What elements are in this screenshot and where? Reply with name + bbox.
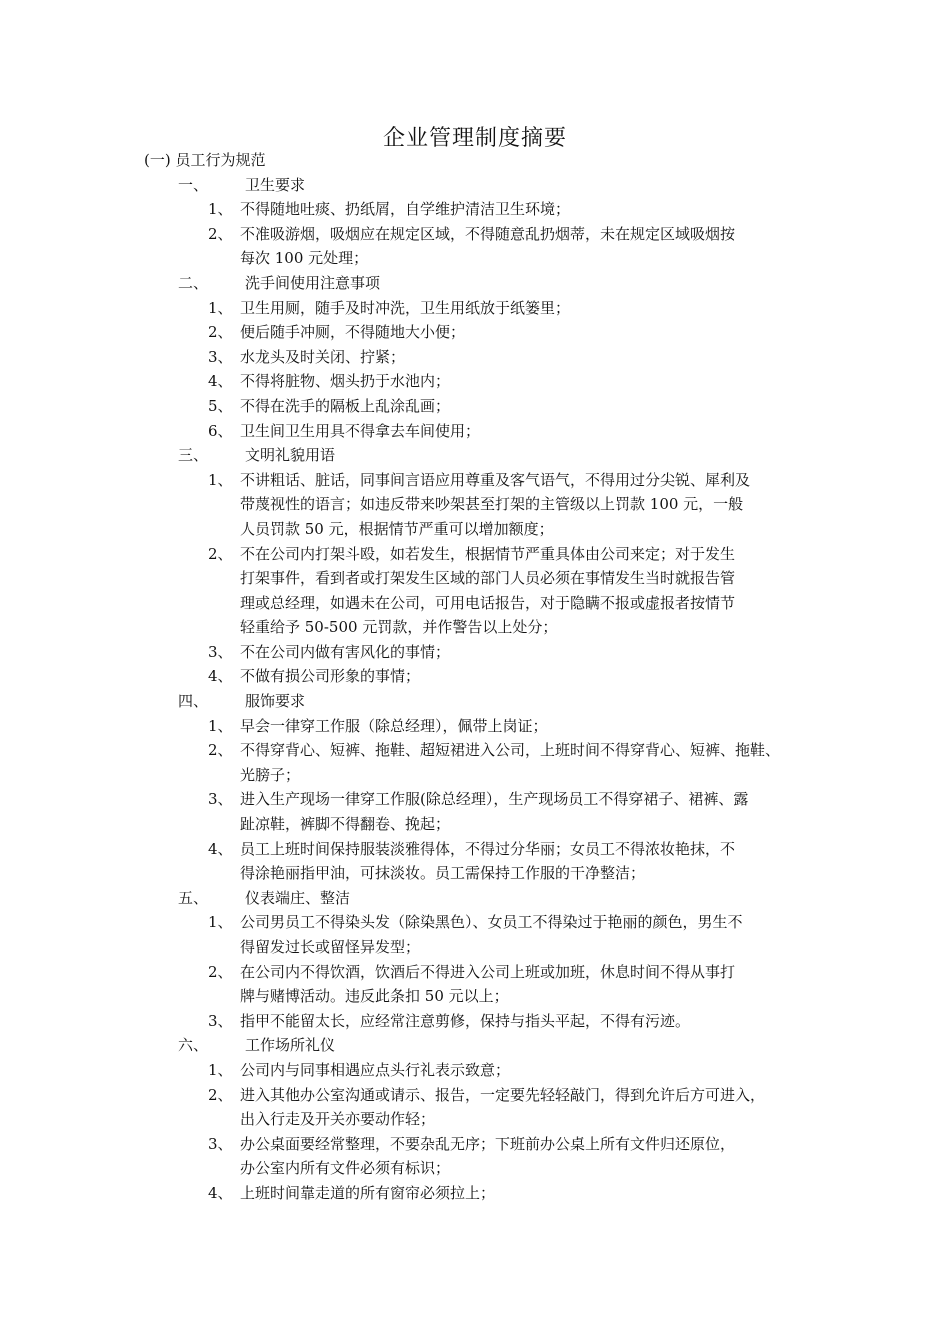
section-heading: [0, 173, 950, 198]
section-heading: [0, 1033, 950, 1058]
document-title: 企业管理制度摘要: [382, 126, 567, 151]
list-item: [0, 738, 950, 787]
item-number: 6、: [208, 421, 233, 440]
item-text: [240, 419, 814, 444]
item-text-line: 不在公司内做有害风化的事情；: [240, 642, 451, 661]
list-item: [0, 468, 950, 542]
item-text-line: 不做有损公司形象的事情；: [240, 667, 421, 686]
item-number: 3、: [208, 1011, 233, 1030]
item-text-line: 每次 100 元处理；: [240, 249, 369, 268]
item-text-line: 光膀子；: [240, 765, 301, 784]
item-text-line: 出入行走及开关亦要动作轻；: [240, 1110, 436, 1129]
list-item: [0, 787, 950, 836]
section-number: 二、: [178, 273, 209, 292]
item-text: [240, 197, 814, 222]
item-text: [240, 910, 814, 959]
item-number: 1、: [208, 1060, 233, 1079]
item-text: [240, 1083, 814, 1132]
item-text-line: 办公室内所有文件必须有标识；: [240, 1159, 451, 1178]
list-item: [0, 1181, 950, 1206]
list-item: [0, 542, 950, 640]
item-number: 1、: [208, 470, 233, 489]
item-text: [240, 296, 814, 321]
list-item: [0, 345, 950, 370]
list-item: [0, 1132, 950, 1181]
item-number: 3、: [208, 642, 233, 661]
section-heading: [0, 886, 950, 911]
item-text-line: 在公司内不得饮酒，饮酒后不得进入公司上班或加班，休息时间不得从事打: [240, 962, 736, 981]
item-text-line: 公司内与同事相遇应点头行礼表示致意；: [240, 1060, 511, 1079]
list-item: [0, 837, 950, 886]
item-number: 5、: [208, 396, 233, 415]
item-text-line: 不得在洗手的隔板上乱涂乱画；: [240, 396, 451, 415]
item-text-line: 不得将脏物、烟头扔于水池内；: [240, 372, 451, 391]
item-text: [240, 468, 814, 542]
item-text-line: 带蔑视性的语言；如违反带来吵架甚至打架的主管级以上罚款 100 元，一般: [240, 495, 744, 514]
item-text-line: 早会一律穿工作服（除总经理），佩带上岗证；: [240, 716, 548, 735]
item-number: 1、: [208, 913, 233, 932]
item-text-line: 水龙头及时关闭、拧紧；: [240, 347, 406, 366]
item-number: 4、: [208, 667, 233, 686]
item-text: [240, 1009, 814, 1034]
item-number: 1、: [208, 716, 233, 735]
item-text-line: 轻重给予 50-500 元罚款，并作警告以上处分；: [240, 618, 558, 637]
item-number: 2、: [208, 1085, 233, 1104]
list-item: [0, 664, 950, 689]
list-item: [0, 960, 950, 1009]
item-text-line: 办公桌面要经常整理，不要杂乱无序；下班前办公桌上所有文件归还原位，: [240, 1134, 736, 1153]
item-text: [240, 664, 814, 689]
item-text-line: 便后随手冲厕，不得随地大小便；: [240, 323, 466, 342]
section-number: 一、: [178, 175, 209, 194]
item-number: 4、: [208, 839, 233, 858]
item-number: 1、: [208, 298, 233, 317]
item-text: [240, 1181, 814, 1206]
item-text-line: 牌与赌博活动。违反此条扣 50 元以上；: [240, 987, 509, 1006]
item-number: 2、: [208, 544, 233, 563]
item-number: 4、: [208, 372, 233, 391]
list-item: [0, 394, 950, 419]
section-number: 四、: [178, 692, 209, 711]
item-text: [240, 714, 814, 739]
item-text-line: 得涂艳丽指甲油，可抹淡妆。员工需保持工作服的干净整洁；: [240, 864, 646, 883]
section-title: 洗手间使用注意事项: [245, 273, 381, 292]
list-item: [0, 640, 950, 665]
item-text-line: 得留发过长或留怪异发型；: [240, 938, 421, 956]
list-item: [0, 714, 950, 739]
item-text-line: 进入其他办公室沟通或请示、报告，一定要先轻轻敲门，得到允许后方可进入，: [240, 1085, 766, 1104]
item-text-line: 卫生用厕，随手及时冲洗，卫生用纸放于纸篓里；: [240, 298, 571, 317]
item-text: [240, 738, 814, 787]
item-text-line: 指甲不能留太长，应经常注意剪修，保持与指头平起，不得有污迹。: [240, 1011, 691, 1030]
section-number: 五、: [178, 888, 209, 907]
item-text-line: 不得穿背心、短裤、拖鞋、超短裙进入公司，上班时间不得穿背心、短裤、拖鞋、: [240, 741, 781, 760]
item-number: 3、: [208, 1134, 233, 1153]
item-text: [240, 320, 814, 345]
item-text: [240, 345, 814, 370]
item-text: [240, 369, 814, 394]
item-number: 2、: [208, 741, 233, 760]
item-number: 2、: [208, 962, 233, 981]
item-number: 2、: [208, 323, 233, 342]
section-title: 文明礼貌用语: [245, 446, 336, 465]
list-item: [0, 910, 950, 959]
item-number: 4、: [208, 1183, 233, 1202]
document-body: [0, 148, 950, 1206]
list-item: [0, 369, 950, 394]
section-heading: [0, 443, 950, 468]
section-heading: [0, 689, 950, 714]
list-item: [0, 1058, 950, 1083]
item-text: [240, 640, 814, 665]
list-item: [0, 419, 950, 444]
item-text: [240, 222, 814, 271]
item-text: [240, 1058, 814, 1083]
item-text: [240, 837, 814, 886]
item-text-line: 进入生产现场一律穿工作服(除总经理），生产现场员工不得穿裙子、裙裤、露: [240, 790, 749, 809]
section-heading: [0, 271, 950, 296]
list-item: [0, 222, 950, 271]
section-number: 六、: [178, 1036, 209, 1055]
section-number: 三、: [178, 446, 209, 465]
item-text-line: 员工上班时间保持服装淡雅得体，不得过分华丽；女员工不得浓妆艳抹，不: [240, 839, 736, 858]
item-text-line: 打架事件，看到者或打架发生区域的部门人员必须在事情发生当时就报告管: [240, 569, 736, 588]
item-number: 3、: [208, 790, 233, 809]
section-title: 服饰要求: [245, 692, 306, 711]
item-text: [240, 542, 814, 640]
item-text: [240, 787, 814, 836]
list-item: [0, 197, 950, 222]
item-text-line: 不在公司内打架斗殴，如若发生，根据情节严重具体由公司来定；对于发生: [240, 544, 736, 563]
list-item: [0, 296, 950, 321]
item-text-line: 公司男员工不得染头发（除染黑色）、女员工不得染过于艳丽的颜色，男生不: [240, 913, 743, 932]
item-text-line: 趾凉鞋，裤脚不得翻卷、挽起；: [240, 815, 451, 834]
list-item: [0, 1083, 950, 1132]
part-heading: (一) 员工行为规范: [144, 151, 266, 169]
item-text-line: 不准吸游烟，吸烟应在规定区域，不得随意乱扔烟蒂，未在规定区域吸烟按: [240, 224, 736, 243]
item-text: [240, 394, 814, 419]
item-text-line: 上班时间靠走道的所有窗帘必须拉上；: [240, 1183, 496, 1202]
item-text: [240, 960, 814, 1009]
item-number: 1、: [208, 200, 233, 219]
list-item: [0, 320, 950, 345]
item-text-line: 理或总经理，如遇未在公司，可用电话报告，对于隐瞒不报或虚报者按情节: [240, 593, 736, 612]
list-item: [0, 1009, 950, 1034]
item-number: 3、: [208, 347, 233, 366]
section-title: 卫生要求: [245, 175, 306, 194]
section-title: 仪表端庄、整洁: [245, 888, 351, 907]
item-text-line: 卫生间卫生用具不得拿去车间使用；: [240, 421, 481, 440]
section-title: 工作场所礼仪: [245, 1036, 336, 1055]
item-number: 2、: [208, 224, 233, 243]
item-text-line: 不讲粗话、脏话，同事间言语应用尊重及客气语气，不得用过分尖锐、犀利及: [240, 470, 751, 489]
item-text: [240, 1132, 814, 1181]
item-text-line: 人员罚款 50 元，根据情节严重可以增加额度；: [240, 519, 554, 538]
item-text-line: 不得随地吐痰、扔纸屑，自学维护清洁卫生环境；: [240, 200, 571, 219]
